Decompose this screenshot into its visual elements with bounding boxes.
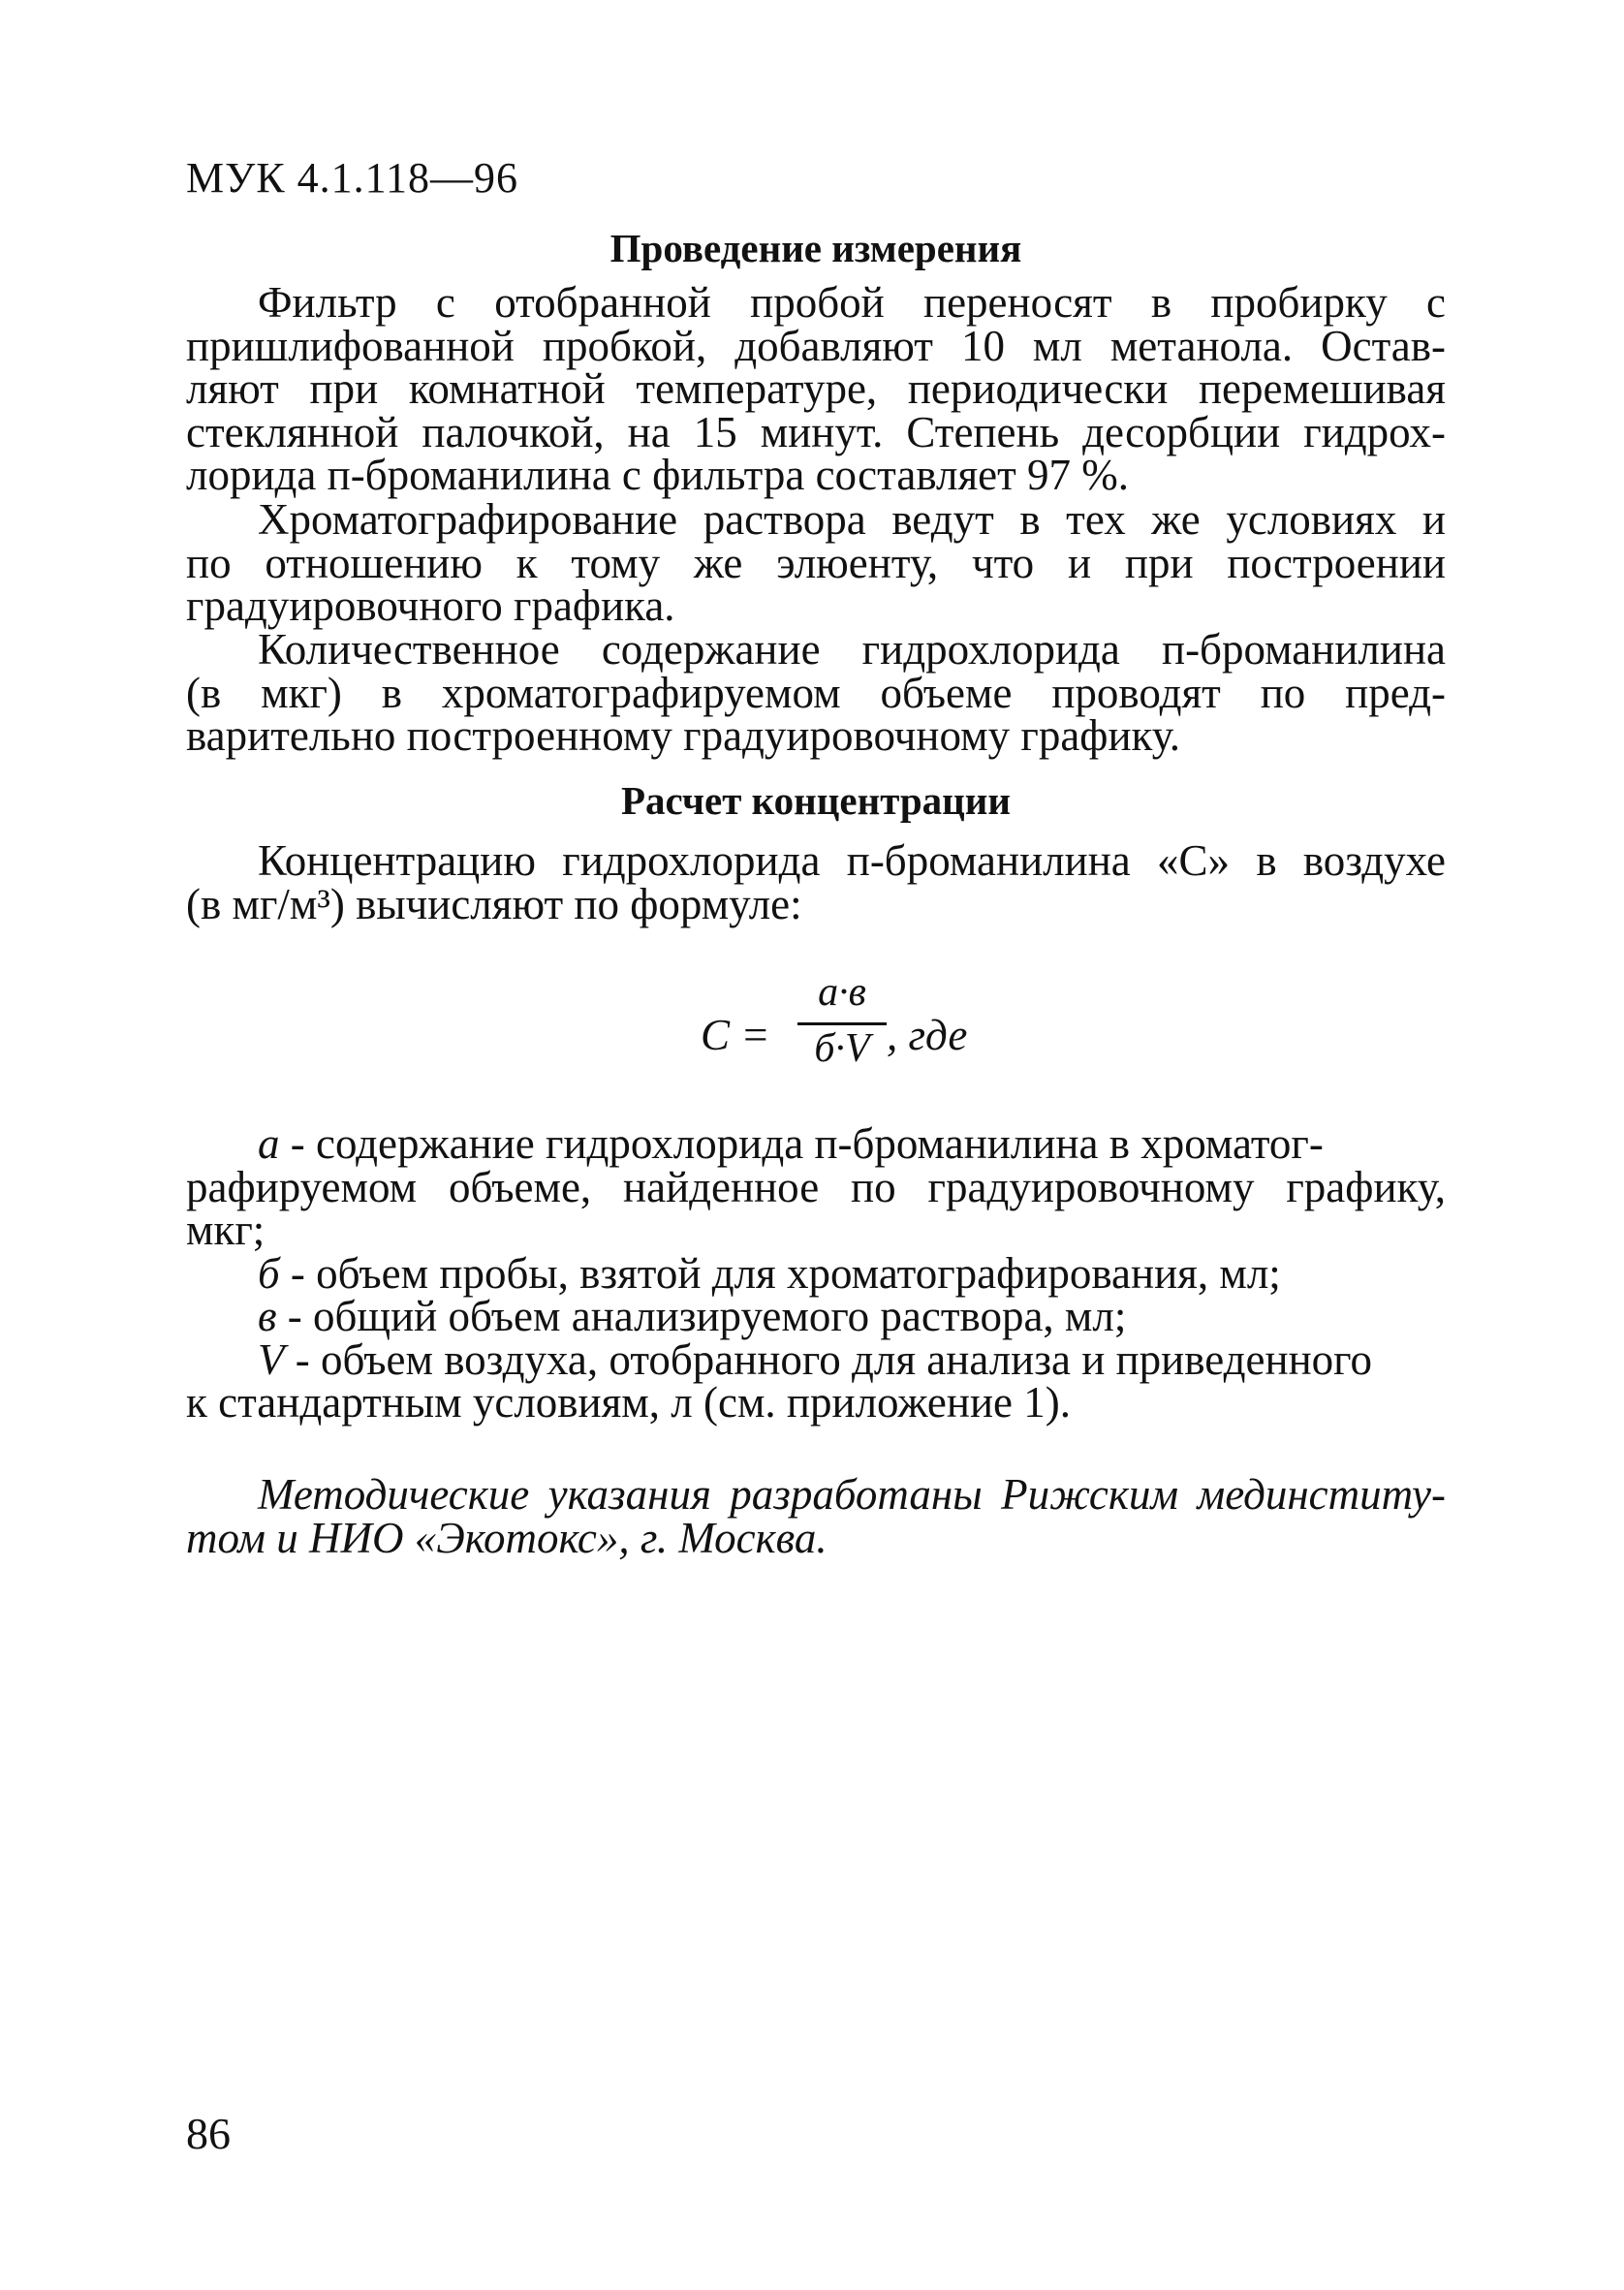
text-line: пришлифованной пробкой, добавляют 10 мл метанола. Остав-	[186, 321, 1446, 370]
variable-definitions	[186, 1119, 1446, 1427]
concentration-formula	[701, 969, 1011, 1085]
formula-numerator: а·в	[818, 970, 866, 1015]
text-line: Фильтр с отобранной пробой переносят в пробирку с	[258, 278, 1446, 327]
text-line: том и НИО «Экотокс», г. Москва.	[186, 1513, 828, 1562]
text-line: (в мкг) в хроматографируемом объеме проводят по пред-	[186, 668, 1446, 717]
paragraph-chromatography	[186, 495, 1446, 630]
definition-symbol: в	[258, 1292, 277, 1340]
definition-text: - объем воздуха, отобранного для анализа и приведенного	[284, 1334, 1372, 1384]
definition-text: - общий объем анализируемого раствора, мл;	[276, 1292, 1127, 1340]
text-line: ляют при комнатной температуре, периодически перемешивая	[186, 364, 1446, 413]
text-line: градуировочного графика.	[186, 581, 675, 630]
formula-tail: , где	[887, 1011, 968, 1059]
text-line: стеклянной палочкой, на 15 минут. Степень десорбции гидрох-	[186, 407, 1446, 456]
developer-credits	[186, 1470, 1446, 1562]
definition-symbol: V	[258, 1334, 285, 1384]
text-line: Методические указания разработаны Рижским мединститу-	[258, 1470, 1446, 1519]
formula-lhs: С =	[701, 1011, 770, 1059]
formula-denominator: б·V	[814, 1026, 870, 1071]
page-number: 86	[186, 2109, 231, 2158]
definition-symbol: а	[258, 1119, 280, 1168]
definition-b	[186, 1248, 1446, 1298]
text-line: Хроматографирование раствора ведут в тех же условиях и	[258, 495, 1446, 544]
text-line: Концентрацию гидрохлорида п-броманилина «С» в воздухе	[258, 836, 1446, 885]
text-line: по отношению к тому же элюенту, что и при построении	[186, 538, 1446, 587]
definition-a	[186, 1119, 1446, 1254]
definition-v	[186, 1292, 1446, 1340]
text-line: (в мг/м³) вычисляют по формуле:	[186, 879, 802, 928]
definition-text: мкг;	[186, 1206, 265, 1254]
text-line: Количественное содержание гидрохлорида п-броманилина	[258, 625, 1446, 674]
paragraph-quantitative	[186, 625, 1446, 760]
paragraph-filter-procedure	[186, 278, 1446, 499]
definition-text: - содержание гидрохлорида п-броманилина в хроматог-	[279, 1119, 1324, 1168]
text-line: лорида п-броманилина с фильтра составляет 97 %.	[186, 451, 1130, 499]
definition-text: - объем пробы, взятой для хроматографирования, мл;	[279, 1248, 1281, 1298]
definition-text: рафируемом объеме, найденное по градуировочному графику,	[186, 1162, 1446, 1211]
paragraph-formula-intro	[186, 836, 1446, 928]
section-title-measurement: Проведение измерения	[609, 226, 1022, 270]
definition-air-volume	[186, 1334, 1446, 1427]
document-code: МУК 4.1.118—96	[186, 154, 518, 202]
definition-symbol: б	[258, 1248, 280, 1298]
section-title-calculation: Расчет концентрации	[620, 778, 1012, 823]
definition-text: к стандартным условиям, л (см. приложение 1).	[186, 1378, 1072, 1427]
text-line: варительно построенному градуировочному графику.	[186, 711, 1181, 760]
